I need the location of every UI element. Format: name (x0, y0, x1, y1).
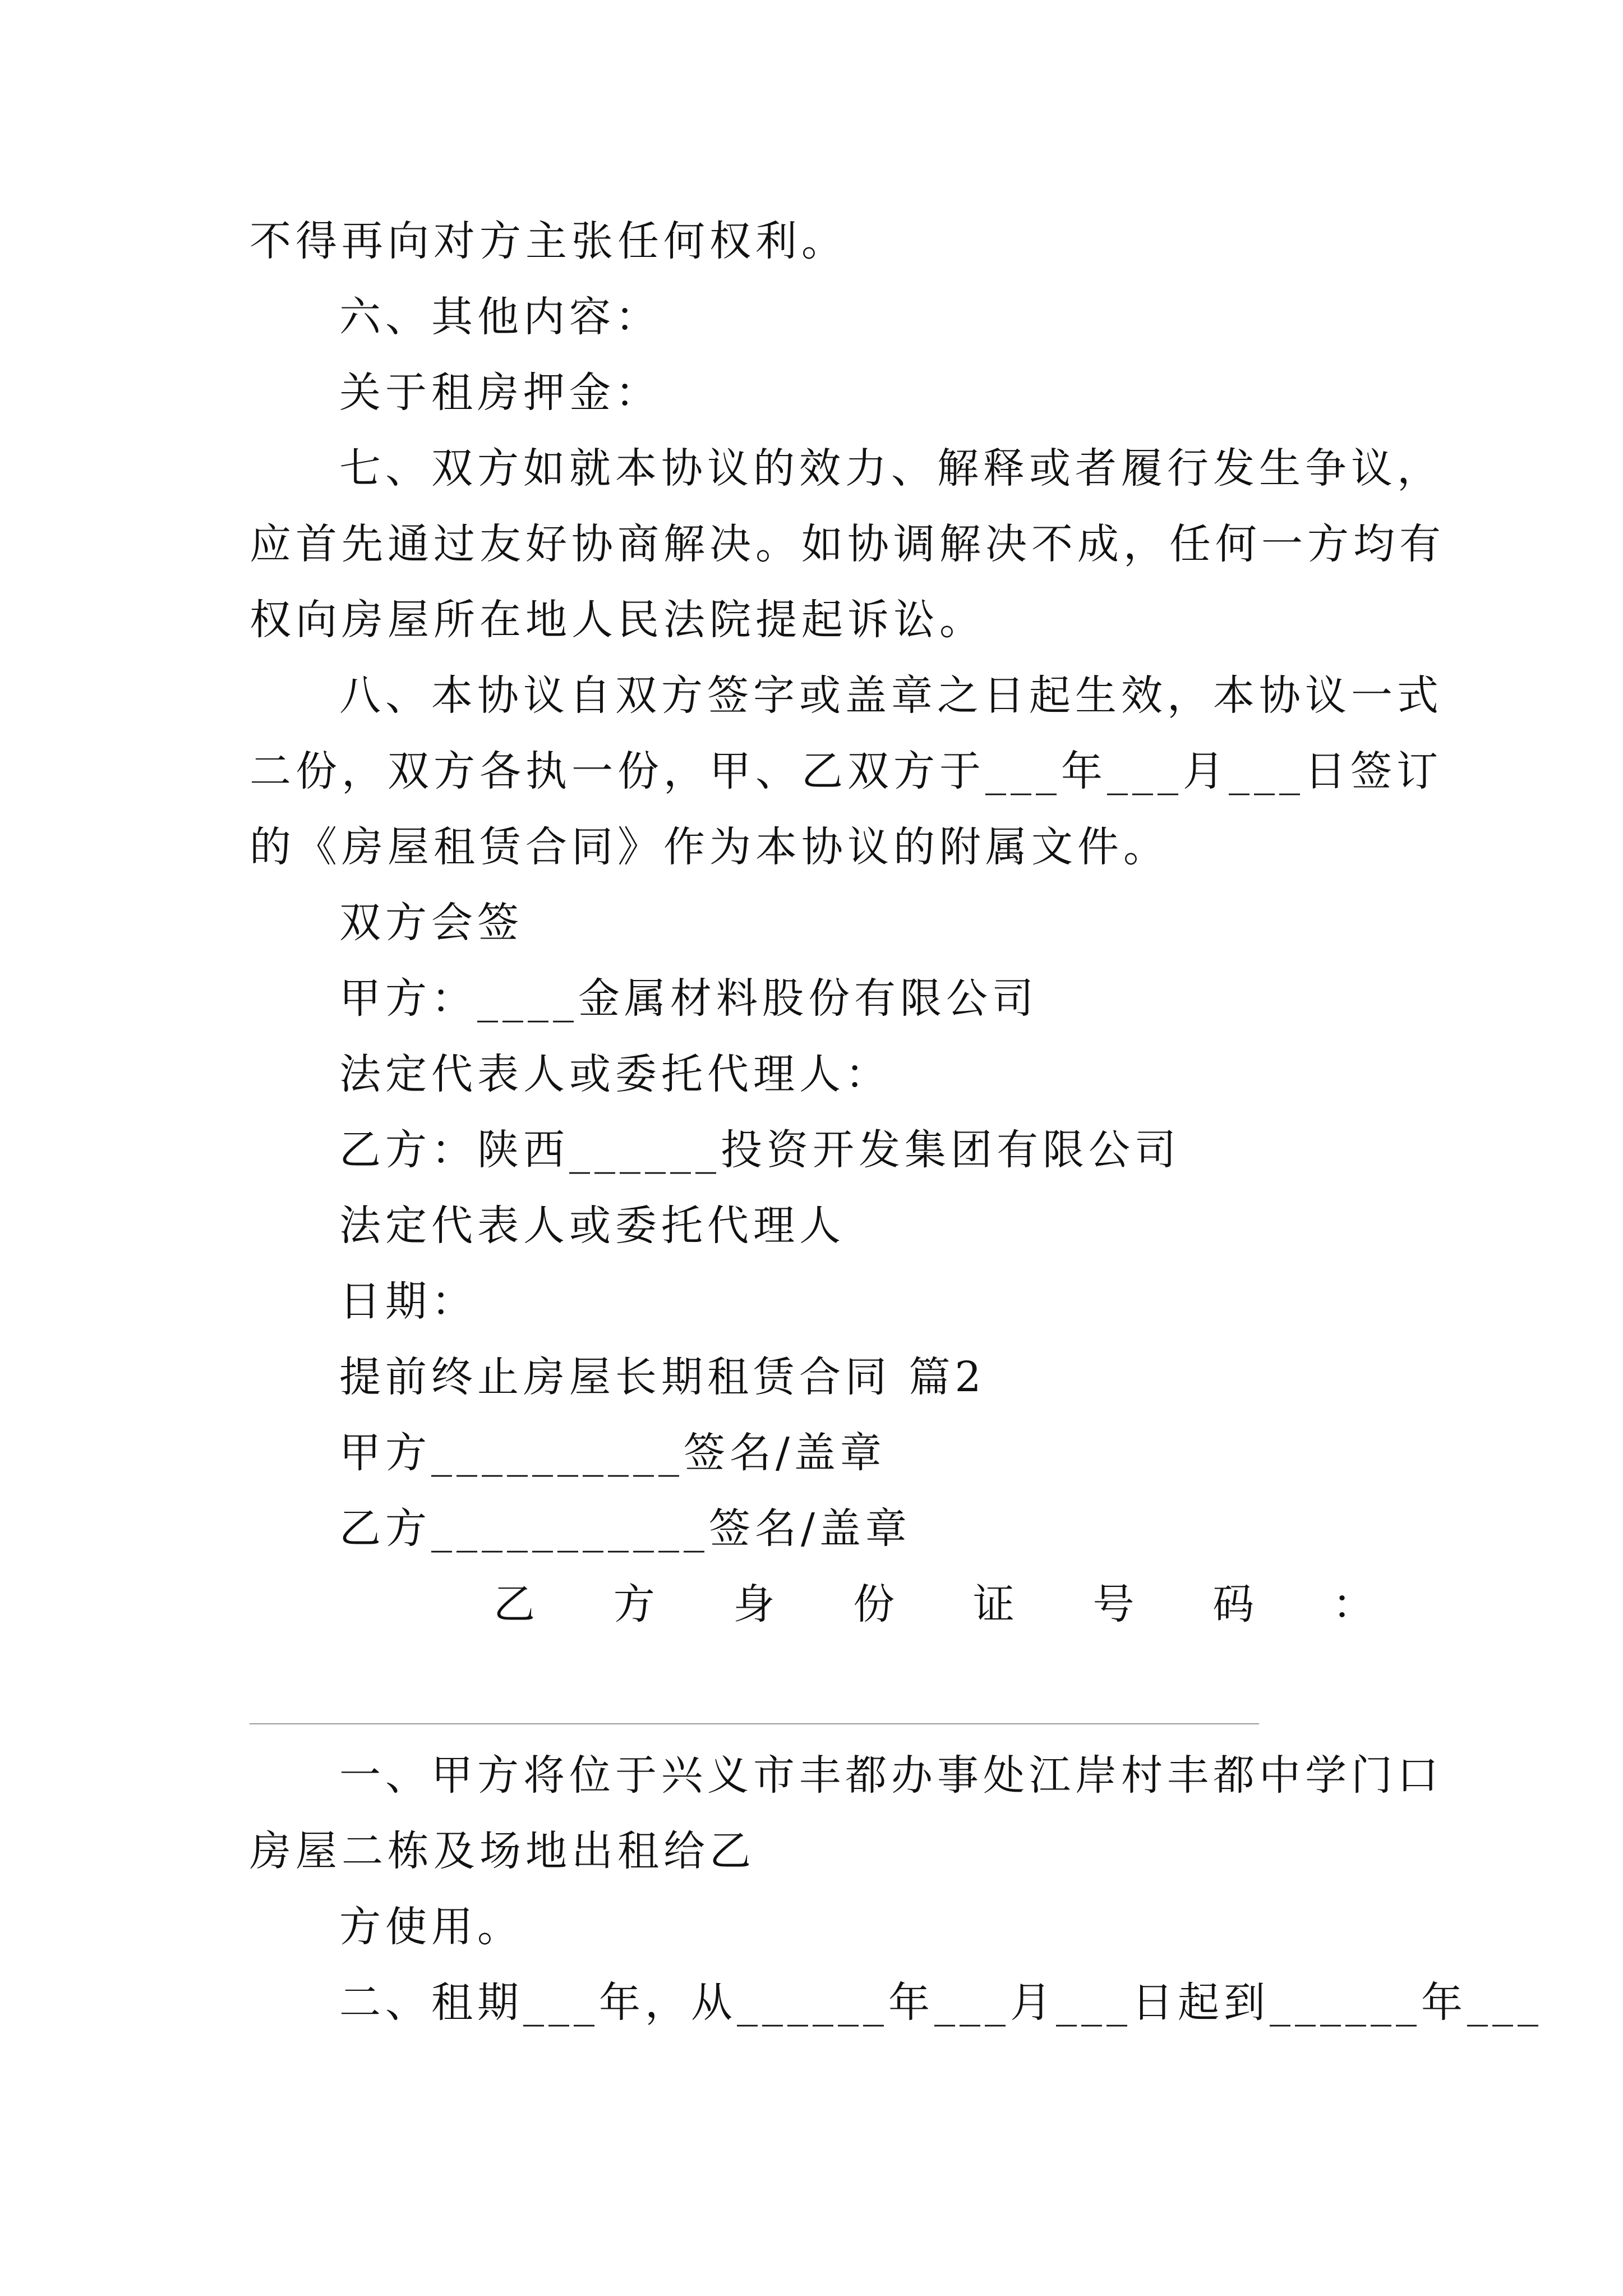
text-line: 双方会签 (339, 899, 523, 947)
section-title: 提前终止房屋长期租赁合同 篇2 (339, 1353, 986, 1401)
text-line: 法定代表人或委托代理人： (339, 1050, 891, 1098)
text-line: 房屋二栋及场地出租给乙 (250, 1827, 755, 1875)
text-line: 二、租期___年，从______年___月___日起到______年___ (339, 1978, 1543, 2027)
text-line: 八、本协议自双方签字或盖章之日起生效，本协议一式 (339, 671, 1443, 720)
text-line: 二份，双方各执一份，甲、乙双方于___年___月___日签订 (250, 747, 1442, 795)
party-b-signature-line: 乙方___________签名/盖章 (339, 1504, 911, 1553)
id-label-char: 身 (733, 1580, 775, 1628)
party-b-line: 乙方：陕西______投资开发集团有限公司 (339, 1126, 1181, 1174)
text-line: 的《房屋租赁合同》作为本协议的附属文件。 (250, 823, 1169, 871)
id-number-label (494, 1579, 1374, 1630)
section-heading-six: 六、其他内容： (339, 293, 661, 341)
id-label-char: 证 (972, 1580, 1015, 1628)
party-a-line: 甲方：____金属材料股份有限公司 (339, 974, 1038, 1023)
id-label-char: 码 (1212, 1580, 1255, 1628)
text-line: 一、甲方将位于兴义市丰都办事处江岸村丰都中学门口 (339, 1751, 1443, 1800)
text-line: 七、双方如就本协议的效力、解释或者履行发生争议， (339, 444, 1443, 493)
date-line: 日期： (339, 1277, 477, 1326)
id-number-blank-line (250, 1723, 1259, 1724)
text-line: 权向房屋所在地人民法院提起诉讼。 (250, 596, 985, 644)
id-label-char: 方 (613, 1580, 655, 1628)
text-line: 应首先通过友好协商解决。如协调解决不成，任何一方均有 (250, 520, 1445, 568)
party-a-signature-line: 甲方__________签名/盖章 (339, 1429, 886, 1477)
id-label-char: 份 (853, 1580, 895, 1628)
id-label-char: ： (1332, 1580, 1374, 1628)
text-line: 不得再向对方主张任何权利。 (250, 217, 847, 265)
text-line: 法定代表人或委托代理人 (339, 1202, 845, 1250)
text-line: 方使用。 (339, 1903, 523, 1951)
id-label-char: 号 (1092, 1580, 1135, 1628)
text-line: 关于租房押金： (339, 369, 661, 417)
id-label-char: 乙 (494, 1580, 535, 1628)
